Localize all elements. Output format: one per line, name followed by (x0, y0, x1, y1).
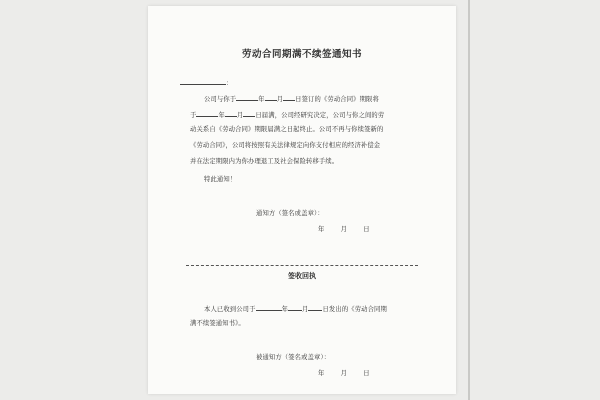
document-title: 劳动合同期满不续签通知书 (241, 49, 362, 60)
month-label: 月 (236, 112, 244, 119)
paragraph-line-1 (204, 94, 379, 104)
year-label: 年 (258, 96, 265, 103)
adjacent-page-edge (468, 0, 470, 400)
cut-line-divider (186, 265, 418, 266)
text-segment: 于 (190, 112, 197, 119)
paragraph-line-3: 动关系自《劳动合同》期限届满之日起终止。公司不再与你续签新的 (190, 126, 384, 133)
paragraph-line-4: 《劳动合同》，公司将按照有关法律规定向你支付相应的经济补偿金 (190, 142, 381, 149)
month-label: 月 (276, 96, 284, 103)
document-page (148, 6, 456, 394)
month-blank (265, 94, 277, 101)
month-blank (225, 110, 237, 117)
date-day: 日 (363, 370, 370, 377)
receipt-line-1 (204, 304, 387, 314)
date-month: 月 (340, 370, 348, 377)
day-blank (243, 110, 255, 117)
year-label: 年 (218, 112, 225, 119)
paragraph-line-5: 并在法定期限内为你办理退工及社会保险转移手续。 (190, 158, 339, 165)
recipient-line (180, 78, 232, 88)
paragraph-line-2 (190, 110, 384, 120)
year-blank (196, 110, 218, 117)
closing-text: 特此通知！ (204, 176, 237, 183)
year-label: 年 (281, 306, 289, 313)
day-blank (283, 94, 295, 101)
signer-signature-label: 被通知方（签名或盖章）： (256, 354, 331, 361)
receipt-line-2: 满不续签通知书》。 (190, 320, 245, 327)
notifier-signature-label: 通知方（签名或盖章）： (256, 210, 324, 217)
text-segment: 日签订的《劳动合同》期限将 (295, 96, 379, 103)
year-blank (236, 94, 258, 101)
signer-date (318, 370, 370, 378)
text-segment: 日发出的《劳动合同期 (322, 306, 387, 313)
notifier-date (318, 226, 370, 234)
text-segment: 公司与你于 (204, 96, 237, 103)
recipient-suffix: ： (226, 80, 233, 87)
day-blank (308, 304, 322, 311)
date-year: 年 (318, 370, 325, 377)
recipient-name-blank (180, 78, 226, 85)
month-label: 月 (302, 306, 309, 313)
date-year: 年 (318, 226, 325, 233)
text-segment: 本人已收到公司于 (204, 306, 256, 313)
year-blank (256, 304, 282, 311)
month-blank (288, 304, 302, 311)
date-month: 月 (340, 226, 348, 233)
receipt-title: 签收回执 (288, 272, 316, 280)
date-day: 日 (363, 226, 370, 233)
text-segment: 日届满，公司经研究决定，公司与你之间的劳 (255, 112, 385, 119)
